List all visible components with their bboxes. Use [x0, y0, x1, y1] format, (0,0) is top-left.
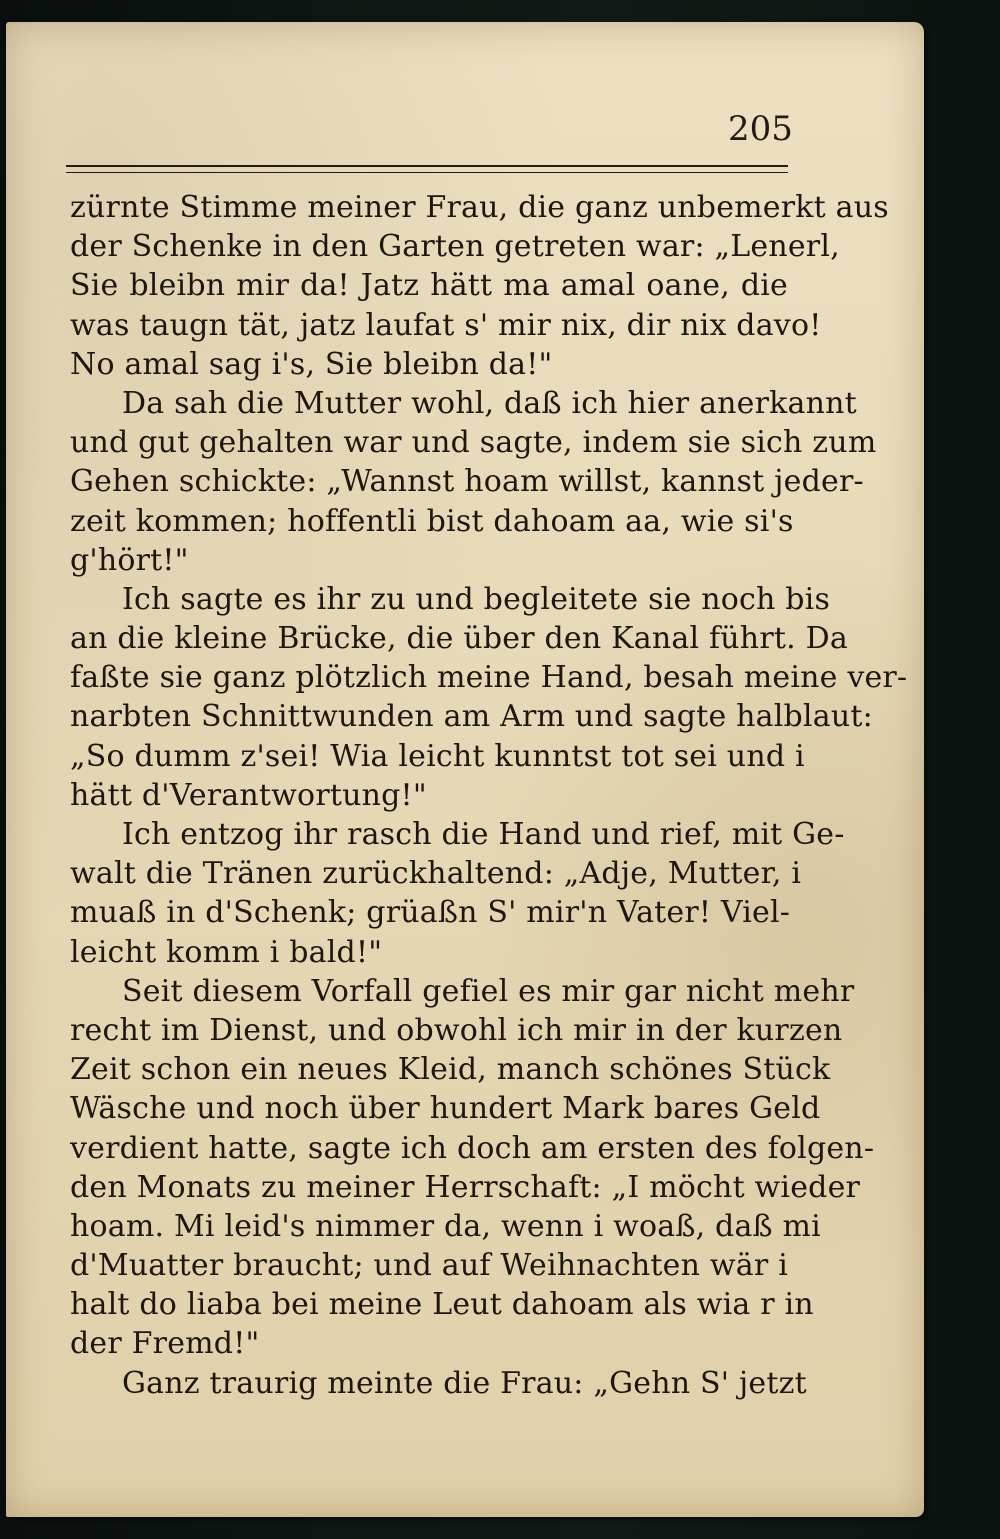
- text-line: der Fremd!": [70, 1326, 260, 1362]
- text-line: Gehen schickte: „Wannst hoam willst, kannst jeder-: [70, 464, 864, 500]
- text-line: narbten Schnittwunden am Arm und sagte halblaut:: [70, 699, 873, 735]
- text-line: hätt d'Verantwortung!": [70, 777, 427, 813]
- text-line: zürnte Stimme meiner Frau, die ganz unbemerkt aus: [70, 190, 889, 225]
- text-line: walt die Tränen zurückhaltend: „Adje, Mutter, i: [70, 856, 802, 892]
- text-line: verdient hatte, sagte ich doch am ersten des folgen-: [70, 1130, 875, 1166]
- body-text: [70, 188, 908, 1403]
- text-line: hoam. Mi leid's nimmer da, wenn i woaß, daß mi: [70, 1208, 821, 1244]
- page-number: 205: [728, 109, 793, 149]
- text-line: Sie bleibn mir da! Jatz hätt ma amal oane, die: [70, 268, 788, 304]
- text-line: faßte sie ganz plötzlich meine Hand, besah meine ver-: [70, 660, 908, 696]
- book-page: [6, 22, 924, 1517]
- text-line: und gut gehalten war und sagte, indem sie sich zum: [70, 425, 877, 461]
- text-line: was taugn tät, jatz laufat s' mir nix, dir nix davo!: [70, 307, 822, 343]
- text-line: No amal sag i's, Sie bleibn da!": [70, 346, 553, 382]
- text-line: Ganz traurig meinte die Frau: „Gehn S' jetzt: [122, 1365, 807, 1401]
- text-line: den Monats zu meiner Herrschaft: „I möcht wieder: [70, 1169, 861, 1205]
- text-line: Da sah die Mutter wohl, daß ich hier anerkannt: [122, 385, 857, 421]
- text-line: muaß in d'Schenk; grüaßn S' mir'n Vater! Viel-: [70, 895, 791, 931]
- text-line: g'hört!": [70, 542, 189, 578]
- text-line: zeit kommen; hoffentli bist dahoam aa, wie si's: [70, 503, 794, 539]
- text-line: halt do liaba bei meine Leut dahoam als wia r in: [70, 1287, 814, 1323]
- text-line: an die kleine Brücke, die über den Kanal führt. Da: [70, 621, 848, 657]
- text-line: Ich entzog ihr rasch die Hand und rief, mit Ge-: [122, 817, 845, 852]
- text-line: recht im Dienst, und obwohl ich mir in der kurzen: [70, 1012, 843, 1048]
- text-line: Ich sagte es ihr zu und begleitete sie noch bis: [122, 581, 831, 617]
- text-line: d'Muatter braucht; und auf Weihnachten wär i: [70, 1248, 788, 1284]
- text-line: Zeit schon ein neues Kleid, manch schönes Stück: [70, 1052, 831, 1088]
- text-line: Wäsche und noch über hundert Mark bares Geld: [70, 1091, 821, 1127]
- text-line: der Schenke in den Garten getreten war: „Lenerl,: [70, 229, 840, 265]
- text-line: Seit diesem Vorfall gefiel es mir gar nicht mehr: [122, 973, 855, 1009]
- text-line: leicht komm i bald!": [70, 934, 383, 970]
- text-line: „So dumm z'sei! Wia leicht kunntst tot sei und i: [70, 738, 805, 774]
- header-rule-thin: [66, 172, 788, 173]
- header-rule: [66, 165, 788, 167]
